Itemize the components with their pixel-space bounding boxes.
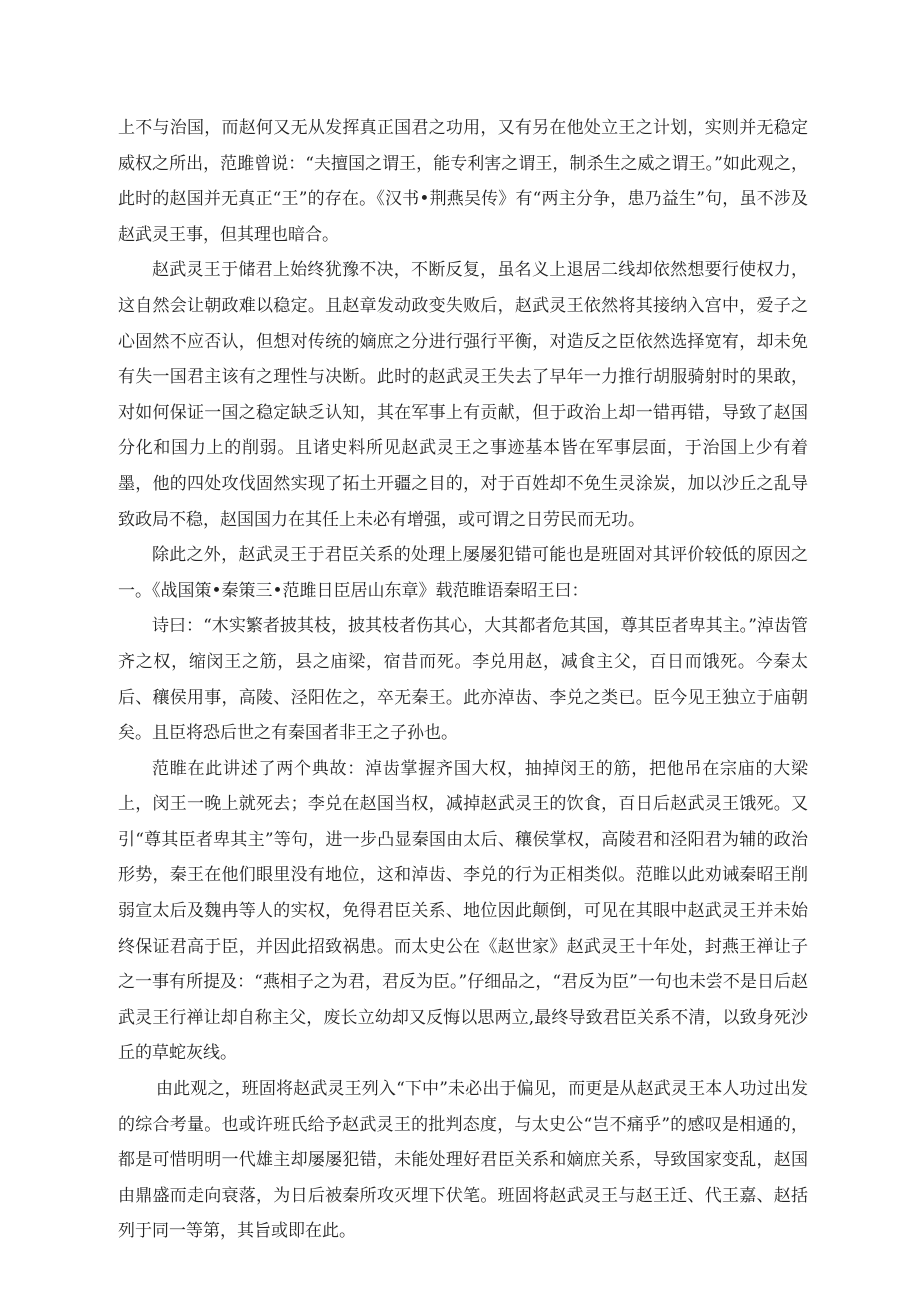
paragraph-continuation: 上不与治国，而赵何又无从发挥真正国君之功用，又有另在他处立王之计划，实则并无稳定威权之所出，范雎曾说：“夫擅国之谓王，能专利害之谓王，制杀生之威之谓王。”如此观之，此时的赵国并无真正“王”的存在。《汉书•荆燕吴传》有“两主分争，患乃益生”句，虽不涉及赵武灵王事，但其理也暗合。 [118,118,808,245]
body-text [118,111,808,1250]
paragraph-quotation: 诗曰：“木实繁者披其枝，披其枝者伤其心，大其都者危其国，尊其臣者卑其主。”淖齿管齐之权，缩闵王之筋，县之庙梁，宿昔而死。李兑用赵，减食主父，百日而饿死。今秦太后、穰侯用事，高陵、泾阳佐之，卒无秦王。此亦淖齿、李兑之类已。臣今见王独立于庙朝矣。且臣将恐后世之有秦国者非王之子孙也。 [118,616,808,744]
paragraph-fanju-analysis: 范睢在此讲述了两个典故：淖齿掌握齐国大权，抽掉闵王的筋，把他吊在宗庙的大梁上，闵王一晚上就死去；李兑在赵国当权，减掉赵武灵王的饮食，百日后赵武灵王饿死。又引“尊其臣者卑其主”等句，进一步凸显秦国由太后、穰侯掌权，高陵君和泾阳君为辅的政治形势，秦王在他们眼里没有地位，这和淖齿、李兑的行为正相类似。范睢以此劝诫秦昭王削弱宣太后及魏冉等人的实权，免得君臣关系、地位因此颠倒，可见在其眼中赵武灵王并未始终保证君高于臣，并因此招致祸患。而太史公在《赵世家》赵武灵王十年处，封燕王禅让子之一事有所提及：“燕相子之为君，君反为臣。”仔细品之，“君反为臣”一句也未尝不是日后赵武灵王行禅让却自称主父，废长立幼却又反悔以思两立,最终导致君臣关系不清，以致身死沙丘的草蛇灰线。 [118,758,808,1064]
paragraph-ruler-minister: 除此之外，赵武灵王于君臣关系的处理上屡屡犯错可能也是班固对其评价较低的原因之一。《战国策•秦策三•范雎日臣居山东章》载范睢语秦昭王曰： [118,545,808,601]
paragraph-conclusion: 由此观之，班固将赵武灵王列入“下中”未必出于偏见，而更是从赵武灵王本人功过出发的综合考量。也或许班氏给予赵武灵王的批判态度，与太史公“岂不痛乎”的感叹是相通的，都是可惜明明一代雄主却屡屡犯错，未能处理好君臣关系和嫡庶关系，导致国家变乱，赵国由鼎盛而走向衰落，为日后被秦所攻灭埋下伏笔。班固将赵武灵王与赵王迁、代王嘉、赵括列于同一等第，其旨或即在此。 [118,1079,808,1242]
paragraph-wuling-succession: 赵武灵王于储君上始终犹豫不决，不断反复，虽名义上退居二线却依然想要行使权力，这自然会让朝政难以稳定。且赵章发动政变失败后，赵武灵王依然将其接纳入宫中，爱子之心固然不应否认，但想对传统的嫡庶之分进行强行平衡，对造反之臣依然选择宽宥，却未免有失一国君主该有之理性与决断。此时的赵武灵王失去了早年一力推行胡服骑射时的果敢，对如何保证一国之稳定缺乏认知，其在军事上有贡献，但于政治上却一错再错，导致了赵国分化和国力上的削弱。且诸史料所见赵武灵王之事迹基本皆在军事层面，于治国上少有着墨，他的四处攻伐固然实现了拓土开疆之目的，对于百姓却不免生灵涂炭，加以沙丘之乱导致政局不稳，赵国国力在其任上未必有增强，或可谓之日劳民而无功。 [118,260,808,530]
